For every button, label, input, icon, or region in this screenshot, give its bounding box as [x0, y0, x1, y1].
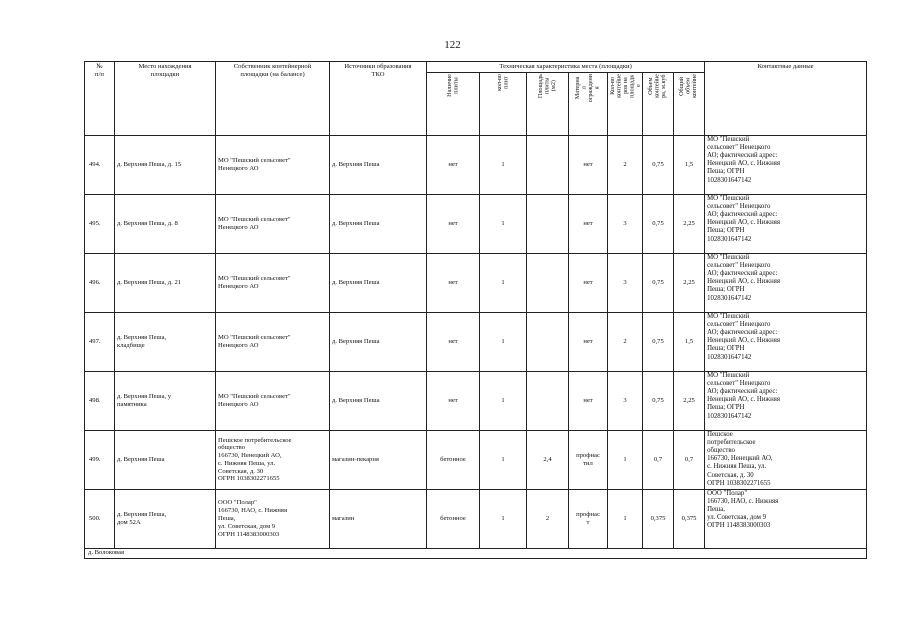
row-volume: 0,7 — [643, 430, 674, 489]
header-contacts: Контактные данные — [705, 62, 867, 136]
row-source: д. Верхняя Пеша — [330, 253, 427, 312]
row-location: д. Верхняя Пеша, д. 8 — [115, 194, 216, 253]
row-slab-count: 1 — [480, 135, 527, 194]
subheader-cell — [674, 72, 705, 135]
row-fence: нет — [569, 194, 608, 253]
subheader-cell — [608, 72, 643, 135]
row-slab-area — [527, 135, 569, 194]
row-source: магазин-пекарня — [330, 430, 427, 489]
row-total-volume: 2,25 — [674, 194, 705, 253]
row-source: д. Верхняя Пеша — [330, 312, 427, 371]
row-total-volume: 1,5 — [674, 312, 705, 371]
row-source: д. Верхняя Пеша — [330, 371, 427, 430]
row-source: магазин — [330, 489, 427, 548]
row-owner: ООО "Полар" 166730, НАО, с. Нижняя Пеша, ул. Советская, дом 9 ОГРН 1148383000303 — [216, 489, 330, 548]
table-row — [85, 135, 867, 194]
subheader-total-volume: Общий объем контейне — [678, 73, 699, 98]
row-slab-count: 1 — [480, 371, 527, 430]
row-slab: нет — [427, 194, 480, 253]
subheader-fence: Материа л ограждени я — [574, 73, 601, 103]
row-location: д. Верхняя Пеша, кладбище — [115, 312, 216, 371]
row-containers: 1 — [608, 489, 643, 548]
row-slab: нет — [427, 371, 480, 430]
row-containers: 1 — [608, 430, 643, 489]
row-volume: 0,375 — [643, 489, 674, 548]
row-contacts: МО "Пешский сельсовет" Ненецкого АО; фактический адрес: Ненецкий АО, с. Нижняя Пеша; ОГРН 1028301647142 — [705, 194, 867, 253]
waste-sites-table — [84, 61, 867, 559]
row-location: д. Верхняя Пеша, д. 21 — [115, 253, 216, 312]
row-fence: нет — [569, 253, 608, 312]
subheader-cell — [480, 72, 527, 135]
row-slab: нет — [427, 253, 480, 312]
header-owner: Собственник контейнерной площадки (на балансе) — [216, 62, 330, 136]
row-slab: бетонное — [427, 430, 480, 489]
header-number: № п/п — [85, 62, 115, 136]
subheader-volume: Объем контейне ра, м.куб — [647, 73, 668, 98]
row-volume: 0,75 — [643, 371, 674, 430]
table-body — [85, 135, 867, 548]
row-containers: 2 — [608, 135, 643, 194]
row-owner: МО "Пешский сельсовет" Ненецкого АО — [216, 253, 330, 312]
row-slab-count: 1 — [480, 312, 527, 371]
subheader-cell — [643, 72, 674, 135]
row-slab-area: 2 — [527, 489, 569, 548]
row-owner: МО "Пешский сельсовет" Ненецкого АО — [216, 371, 330, 430]
row-contacts: МО "Пешский сельсовет" Ненецкого АО; фактический адрес: Ненецкий АО, с. Нижняя Пеша; ОГРН 1028301647142 — [705, 371, 867, 430]
row-slab-area — [527, 371, 569, 430]
row-location: д. Верхняя Пеша — [115, 430, 216, 489]
row-volume: 0,75 — [643, 253, 674, 312]
section-row — [85, 548, 867, 558]
header-sources: Источники образования ТКО — [330, 62, 427, 136]
row-slab: бетонное — [427, 489, 480, 548]
row-contacts: МО "Пешский сельсовет" Ненецкого АО; фактический адрес: Ненецкий АО, с. Нижняя Пеша; ОГРН 1028301647142 — [705, 312, 867, 371]
row-slab-count: 1 — [480, 489, 527, 548]
row-contacts: Пешское потребительское общество 166730, Ненецкий АО, с. Нижняя Пеша, ул. Советская, д. 30 ОГРН 1038302271655 — [705, 430, 867, 489]
row-slab-area — [527, 312, 569, 371]
row-owner: МО "Пешский сельсовет" Ненецкого АО — [216, 135, 330, 194]
row-slab-area: 2,4 — [527, 430, 569, 489]
row-total-volume: 2,25 — [674, 253, 705, 312]
row-fence: профнас тил — [569, 430, 608, 489]
row-owner: МО "Пешский сельсовет" Ненецкого АО — [216, 312, 330, 371]
row-slab-count: 1 — [480, 253, 527, 312]
row-number: 494. — [85, 135, 115, 194]
table-row — [85, 489, 867, 548]
row-volume: 0,75 — [643, 135, 674, 194]
subheader-slab-count: кол-во плит — [495, 73, 509, 91]
row-source: д. Верхняя Пеша — [330, 194, 427, 253]
row-containers: 2 — [608, 312, 643, 371]
row-fence: нет — [569, 312, 608, 371]
row-fence: нет — [569, 371, 608, 430]
row-number: 497. — [85, 312, 115, 371]
header-row — [85, 62, 867, 73]
row-location: д. Верхняя Пеша, у памятника — [115, 371, 216, 430]
row-owner: МО "Пешский сельсовет" Ненецкого АО — [216, 194, 330, 253]
subheader-cell — [427, 72, 480, 135]
row-total-volume: 0,7 — [674, 430, 705, 489]
header-technical: Техническая характеристика места (площадки) — [427, 62, 705, 73]
subheader-cell — [569, 72, 608, 135]
row-location: д. Верхняя Пеша, д. 15 — [115, 135, 216, 194]
row-total-volume: 0,375 — [674, 489, 705, 548]
row-slab-count: 1 — [480, 194, 527, 253]
row-slab-count: 1 — [480, 430, 527, 489]
row-total-volume: 1,5 — [674, 135, 705, 194]
row-contacts: МО "Пешский сельсовет" Ненецкого АО; фактический адрес: Ненецкий АО, с. Нижняя Пеша; ОГРН 1028301647142 — [705, 253, 867, 312]
table-row — [85, 430, 867, 489]
subheader-containers: Кол-во контейне ров на площадк е — [609, 73, 642, 98]
row-slab: нет — [427, 135, 480, 194]
row-contacts: ООО "Полар" 166730, НАО, с. Нижняя Пеша, ул. Советская, дом 9 ОГРН 1148383000303 — [705, 489, 867, 548]
row-number: 499. — [85, 430, 115, 489]
row-number: 498. — [85, 371, 115, 430]
section-label: д. Волоковая — [85, 548, 867, 558]
row-volume: 0,75 — [643, 194, 674, 253]
table-row — [85, 312, 867, 371]
row-containers: 3 — [608, 194, 643, 253]
subheader-slab: Наличие плиты — [445, 73, 459, 97]
subheader-slab-area: Площадь плиты (м2) — [536, 73, 557, 98]
table-row — [85, 371, 867, 430]
header-location: Место нахождения площадки — [115, 62, 216, 136]
subheader-cell — [527, 72, 569, 135]
row-source: д. Верхняя Пеша — [330, 135, 427, 194]
row-slab: нет — [427, 312, 480, 371]
row-volume: 0,75 — [643, 312, 674, 371]
row-fence: нет — [569, 135, 608, 194]
table-row — [85, 253, 867, 312]
row-number: 495. — [85, 194, 115, 253]
row-fence: профнас т — [569, 489, 608, 548]
row-slab-area — [527, 253, 569, 312]
row-location: д. Верхняя Пеша, дом 52А — [115, 489, 216, 548]
row-number: 500. — [85, 489, 115, 548]
row-number: 496. — [85, 253, 115, 312]
row-slab-area — [527, 194, 569, 253]
row-containers: 3 — [608, 371, 643, 430]
page-number: 122 — [444, 39, 461, 51]
row-total-volume: 2,25 — [674, 371, 705, 430]
row-contacts: МО "Пешский сельсовет" Ненецкого АО; фактический адрес: Ненецкий АО, с. Нижняя Пеша; ОГРН 1028301647142 — [705, 135, 867, 194]
row-owner: Пешское потребительское общество 166730, Ненецкий АО, с. Нижняя Пеша, ул. Советская, д. 30 ОГРН 1038302271655 — [216, 430, 330, 489]
row-containers: 3 — [608, 253, 643, 312]
table-row — [85, 194, 867, 253]
